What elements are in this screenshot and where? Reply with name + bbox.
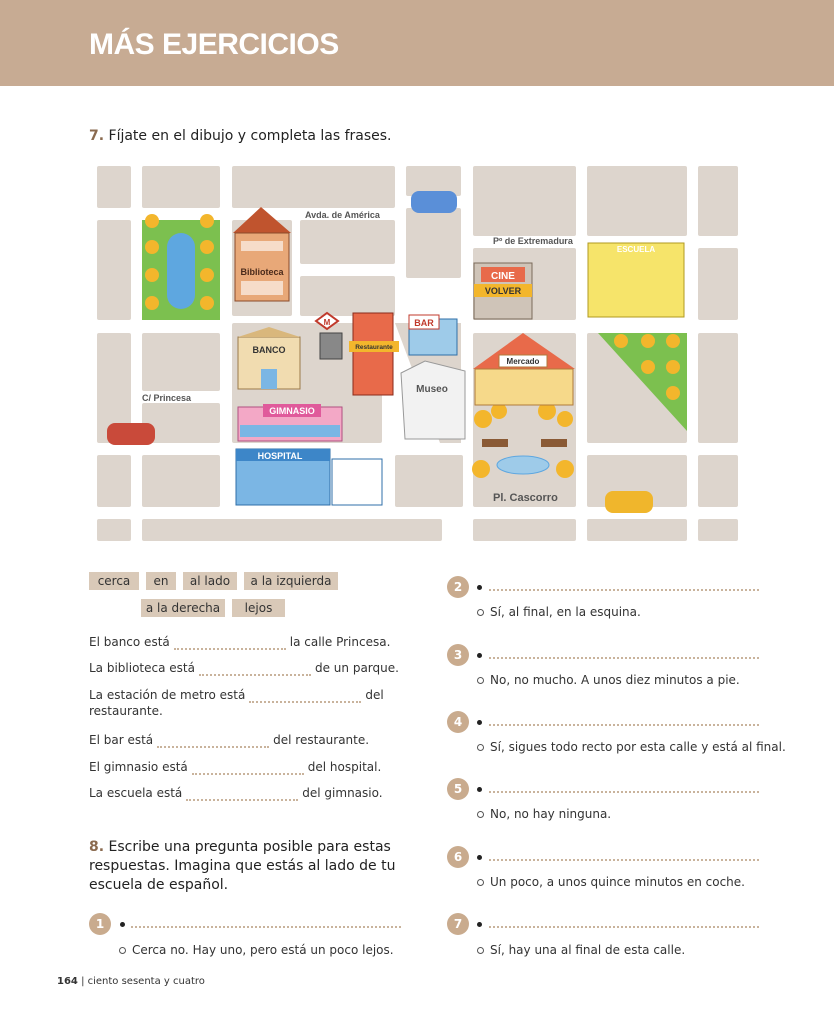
page-title: MÁS EJERCICIOS: [89, 28, 339, 61]
word-chip: cerca: [89, 572, 139, 590]
label-biblioteca: Biblioteca: [240, 267, 284, 277]
fill-sentence: El banco está la calle Princesa.: [89, 635, 391, 649]
label-cine: CINE: [491, 271, 515, 282]
blank-field[interactable]: [192, 761, 304, 775]
car-red: [107, 423, 155, 445]
escuela-building: [588, 243, 684, 317]
label-bar: BAR: [414, 318, 434, 328]
question-bullet: [477, 585, 482, 590]
item-number-badge: 4: [447, 711, 469, 733]
question-bullet: [477, 922, 482, 927]
question-bullet: [477, 720, 482, 725]
gimnasio-building: [238, 404, 342, 441]
question-line[interactable]: [131, 926, 401, 928]
blank-field[interactable]: [186, 787, 298, 801]
question-bullet: [477, 787, 482, 792]
answer-text: No, no mucho. A unos diez minutos a pie.: [477, 672, 740, 688]
item-number-badge: 3: [447, 644, 469, 666]
item-number-badge: 7: [447, 913, 469, 935]
bench: [541, 439, 567, 447]
question-line[interactable]: [489, 791, 759, 793]
blank-field[interactable]: [249, 689, 361, 703]
page-number-words: | ciento sesenta y cuatro: [81, 976, 205, 987]
label-banco: BANCO: [252, 345, 286, 355]
pond: [167, 233, 195, 309]
label-gimnasio: GIMNASIO: [269, 406, 315, 416]
label-escuela: ESCUELA: [616, 245, 656, 254]
exercise-8-instruction: [89, 838, 399, 895]
street-avda-america: Avda. de América: [305, 210, 380, 220]
label-mercado: Mercado: [506, 357, 540, 366]
item-number-badge: 1: [89, 913, 111, 935]
street-paseo-extremadura: Pº de Extremadura: [493, 236, 573, 246]
question-bullet: [477, 855, 482, 860]
blank-field[interactable]: [157, 734, 269, 748]
bench: [482, 439, 508, 447]
question-line[interactable]: [489, 926, 759, 928]
question-line[interactable]: [489, 657, 759, 659]
fill-sentence: El gimnasio está del hospital.: [89, 760, 382, 774]
answer-text: Un poco, a unos quince minutos en coche.: [477, 874, 745, 890]
question-line[interactable]: [489, 859, 759, 861]
answer-text: Sí, sigues todo recto por esta calle y está al final.: [477, 739, 786, 755]
word-chip: a la derecha: [141, 599, 225, 617]
word-chip: a la izquierda: [244, 572, 338, 590]
question-line[interactable]: [489, 589, 759, 591]
page-footer: [57, 976, 205, 987]
museo-building: [401, 361, 465, 439]
answer-text: Sí, hay una al final de esta calle.: [477, 942, 685, 958]
answer-text: Sí, al final, en la esquina.: [477, 604, 641, 620]
header-banner: [0, 0, 834, 86]
answer-text: Cerca no. Hay uno, pero está un poco lejos.: [119, 942, 394, 958]
label-restaurante: Restaurante: [355, 344, 393, 351]
metro-entrance: [316, 313, 342, 359]
item-number-badge: 2: [447, 576, 469, 598]
bar-building: [409, 315, 457, 355]
fountain: [497, 456, 549, 474]
question-bullet: [477, 653, 482, 658]
fill-sentence: La biblioteca está de un parque.: [89, 661, 399, 675]
label-museo: Museo: [416, 384, 448, 395]
label-volver: VOLVER: [484, 286, 522, 296]
car-blue: [411, 191, 457, 213]
page-number: 164: [57, 976, 78, 987]
question-bullet: [120, 922, 125, 927]
fill-sentence: La estación de metro está del restaurante.: [89, 688, 384, 718]
car-yellow: [605, 491, 653, 513]
label-metro: M: [323, 318, 331, 327]
banco-building: [238, 327, 300, 389]
exercise-text: Fíjate en el dibujo y completa las frases.: [108, 128, 392, 144]
item-number-badge: 5: [447, 778, 469, 800]
word-chip: lejos: [232, 599, 285, 617]
street-plaza-cascorro: Pl. Cascorro: [493, 492, 558, 504]
word-chip: al lado: [183, 572, 237, 590]
cine-building: [474, 263, 532, 319]
exercise-number: 7.: [89, 128, 105, 144]
fill-sentence: La escuela está del gimnasio.: [89, 786, 383, 800]
question-line[interactable]: [489, 724, 759, 726]
exercise-number: 8.: [89, 839, 105, 855]
answer-text: No, no hay ninguna.: [477, 806, 611, 822]
blank-field[interactable]: [199, 662, 311, 676]
exercise-text: Escribe una pregunta posible para estas respuestas. Imagina que estás al lado de tu escuela de español.: [89, 839, 396, 893]
restaurante-building: [349, 313, 399, 395]
item-number-badge: 6: [447, 846, 469, 868]
fill-sentence: El bar está del restaurante.: [89, 733, 370, 747]
city-map: [95, 163, 740, 545]
word-chip: en: [146, 572, 176, 590]
blank-field[interactable]: [174, 636, 286, 650]
label-hospital: HOSPITAL: [257, 451, 303, 461]
exercise-7-instruction: [89, 126, 391, 146]
street-princesa: C/ Princesa: [142, 393, 192, 403]
